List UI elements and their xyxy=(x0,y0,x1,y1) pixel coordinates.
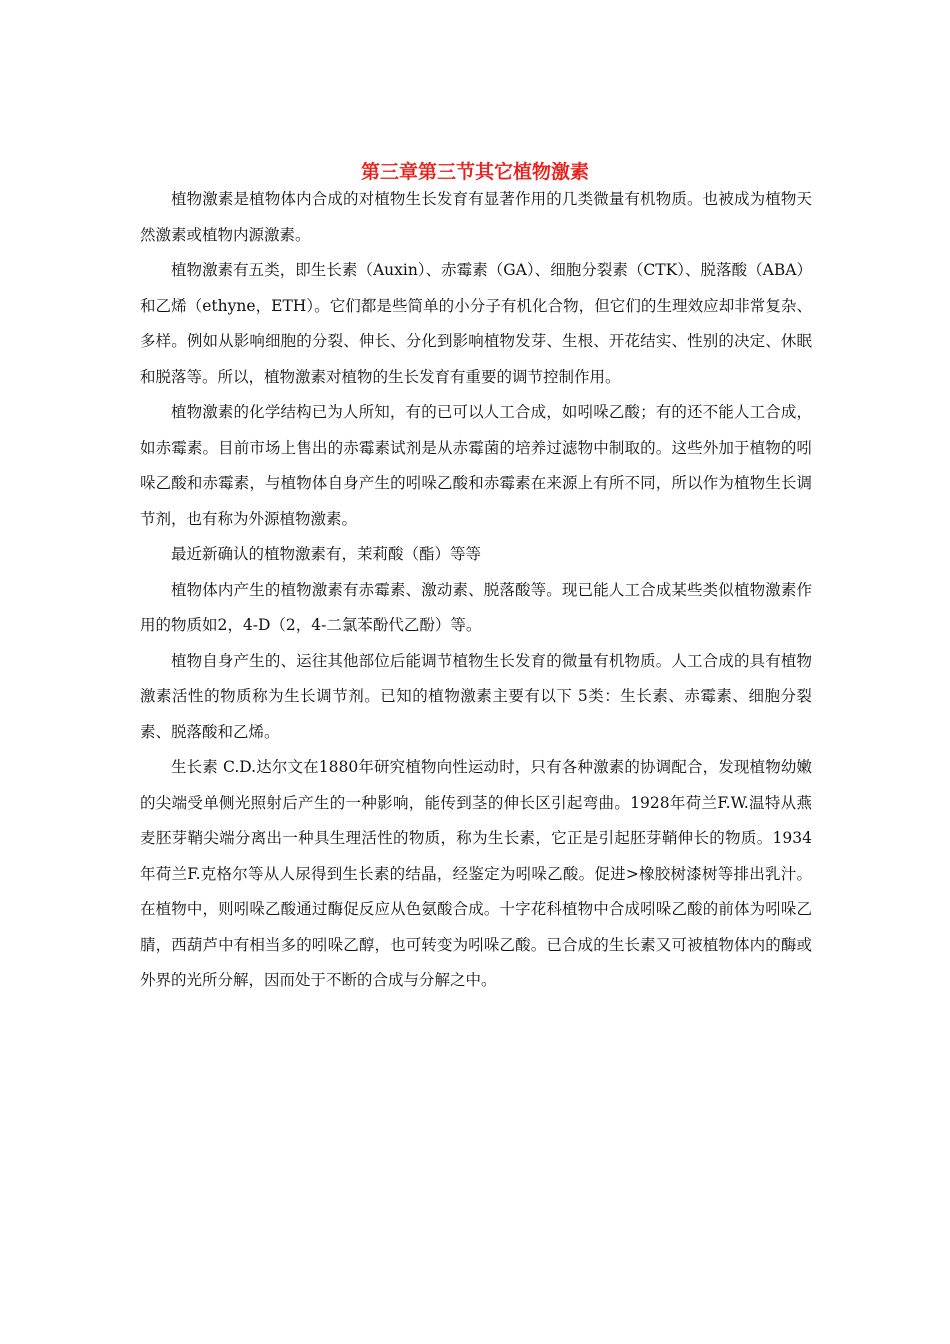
paragraph-five-classes: 植物激素有五类，即生长素（Auxin）、赤霉素（GA）、细胞分裂素（CTK）、脱落酸（ABA）和乙烯（ethyne，ETH）。它们都是些简单的小分子有机化合物，但它们的生理效应却非常复杂、多样。例如从影响细胞的分裂、伸长、分化到影响植物发芽、生根、开花结实、性别的决定、休眠和脱落等。所以，植物激素对植物的生长发育有重要的调节控制作用。 xyxy=(140,261,812,386)
paragraph-auxin: 生长素 C.D.达尔文在1880年研究植物向性运动时，只有各种激素的协调配合，发现植物幼嫩的尖端受单侧光照射后产生的一种影响，能传到茎的伸长区引起弯曲。1928年荷兰F.W.温特从燕麦胚芽鞘尖端分离出一种具生理活性的物质，称为生长素，它正是引起胚芽鞘伸长的物质。1934年荷兰F.克格尔等从人尿得到生长素的结晶，经鉴定为吲哚乙酸。促进>橡胶树漆树等排出乳汁。在植物中，则吲哚乙酸通过酶促反应从色氨酸合成。十字花科植物中合成吲哚乙酸的前体为吲哚乙腈，西葫芦中有相当多的吲哚乙醇，也可转变为吲哚乙酸。已合成的生长素又可被植物体内的酶或外界的光所分解，因而处于不断的合成与分解之中。 xyxy=(140,758,812,989)
paragraph-synthesis: 植物体内产生的植物激素有赤霉素、激动素、脱落酸等。现已能人工合成某些类似植物激素作用的物质如2，4-D（2，4-二氯苯酚代乙酚）等。 xyxy=(140,580,812,634)
paragraph-newly-confirmed: 最近新确认的植物激素有，茉莉酸（酯）等等 xyxy=(171,545,482,563)
document-body xyxy=(140,182,812,999)
document-title: 第三章第三节其它植物激素 xyxy=(360,161,589,183)
paragraph-regulators: 植物自身产生的、运往其他部位后能调节植物生长发育的微量有机物质。人工合成的具有植物激素活性的物质称为生长调节剂。已知的植物激素主要有以下 5类：生长素、赤霉素、细胞分裂素、脱落酸和乙烯。 xyxy=(140,651,812,741)
paragraph-definition: 植物激素是植物体内合成的对植物生长发育有显著作用的几类微量有机物质。也被成为植物天然激素或植物内源激素。 xyxy=(140,190,812,244)
paragraph-chemical-structure: 植物激素的化学结构已为人所知，有的已可以人工合成，如吲哚乙酸；有的还不能人工合成，如赤霉素。目前市场上售出的赤霉素试剂是从赤霉菌的培养过滤物中制取的。这些外加于植物的吲哚乙酸和赤霉素，与植物体自身产生的吲哚乙酸和赤霉素在来源上有所不同，所以作为植物生长调节剂，也有称为外源植物激素。 xyxy=(140,403,812,528)
